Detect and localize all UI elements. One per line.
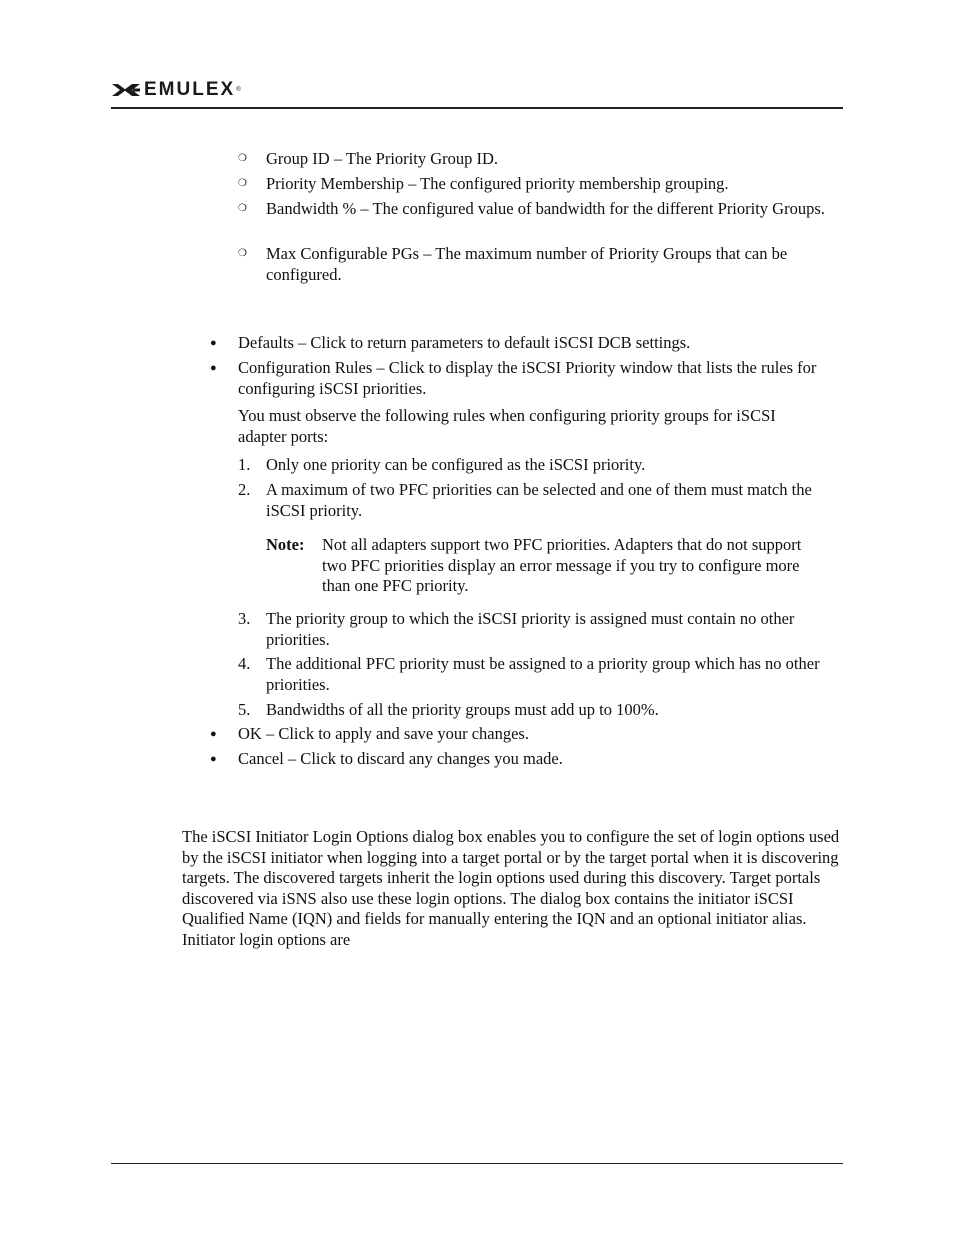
rule-text: The additional PFC priority must be assigned to a priority group which has no other priorities.	[266, 654, 820, 694]
rule-number: 5.	[238, 700, 251, 719]
circle-bullet-icon: ❍	[238, 248, 247, 259]
header-rule	[111, 107, 843, 109]
login-options-paragraph: The iSCSI Initiator Login Options dialog box enables you to configure the set of login options used by the iSCSI initiator when logging into a target portal or by the target portal when it is discovering targets. The discovered targets inherit the login options used during this discovery. Target portals discovered via iSNS also use these login options. The dialog box contains the initiator iSCSI Qualified Name (IQN) and fields for manually entering the IQN and an optional initiator alias. Initiator login options are	[182, 827, 840, 949]
rule-number: 4.	[238, 654, 251, 673]
emulex-logo	[111, 80, 241, 100]
rules-intro: You must observe the following rules when configuring priority groups for iSCSI adapter ports:	[238, 406, 776, 446]
dot-bullet-icon: ●	[210, 337, 217, 349]
note-label: Note:	[266, 535, 305, 554]
rule-text: Bandwidths of all the priority groups must add up to 100%.	[266, 700, 659, 719]
bullet-ok: OK – Click to apply and save your changes.	[238, 724, 529, 743]
circle-bullet-icon: ❍	[238, 153, 247, 164]
dot-bullet-icon: ●	[210, 753, 217, 765]
sub-bullet-item: Bandwidth % – The configured value of bandwidth for the different Priority Groups.	[266, 199, 825, 218]
rule-text: A maximum of two PFC priorities can be selected and one of them must match the iSCSI priority.	[266, 480, 812, 520]
rule-number: 3.	[238, 609, 251, 628]
sub-bullet-item: Group ID – The Priority Group ID.	[266, 149, 499, 168]
rule-text: Only one priority can be configured as the iSCSI priority.	[266, 455, 646, 474]
circle-bullet-icon: ❍	[238, 203, 247, 214]
bullet-defaults: Defaults – Click to return parameters to default iSCSI DCB settings.	[238, 333, 691, 352]
bullet-configuration-rules: Configuration Rules – Click to display the iSCSI Priority window that lists the rules for configuring iSCSI priorities.	[238, 358, 817, 398]
note-text: Not all adapters support two PFC priorities. Adapters that do not support two PFC priorities display an error message if you try to configure more than one PFC priority.	[322, 535, 802, 595]
logo-text: EMULEX	[144, 79, 236, 100]
bullet-cancel: Cancel – Click to discard any changes you made.	[238, 749, 563, 768]
rule-number: 1.	[238, 455, 251, 474]
rule-number: 2.	[238, 480, 251, 499]
dot-bullet-icon: ●	[210, 728, 217, 740]
rule-text: The priority group to which the iSCSI priority is assigned must contain no other priorities.	[266, 609, 795, 649]
sub-bullet-item: Priority Membership – The configured priority membership grouping.	[266, 174, 729, 193]
logo-trademark: ®	[236, 87, 241, 93]
dot-bullet-icon: ●	[210, 362, 217, 374]
emulex-logo-icon	[111, 82, 141, 98]
sub-bullet-item: Max Configurable PGs – The maximum number of Priority Groups that can be configured.	[266, 244, 788, 284]
footer-rule	[111, 1163, 843, 1164]
circle-bullet-icon: ❍	[238, 178, 247, 189]
